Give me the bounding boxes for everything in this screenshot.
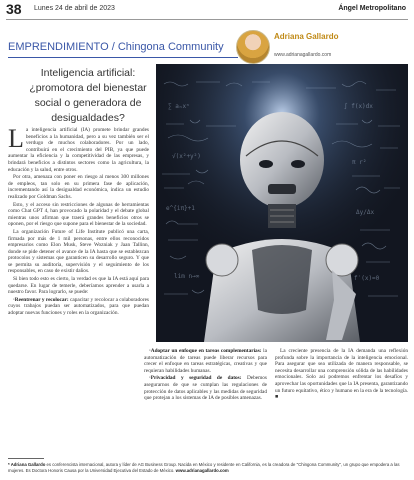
author-website: www.adrianagallardo.com — [274, 52, 332, 58]
svg-text:π r²: π r² — [352, 159, 367, 166]
svg-text:lim n→∞: lim n→∞ — [174, 273, 200, 280]
list-item-lead: ·Reentrenar y recolocar: — [13, 296, 69, 303]
article-column-1 — [8, 124, 149, 318]
issue-date: Lunes 24 de abril de 2023 — [34, 5, 115, 12]
publication-name: Ángel Metropolitano — [338, 5, 406, 12]
article-column-3 — [275, 348, 408, 402]
robot-chalkboard-image — [156, 64, 408, 342]
svg-text:Δy/Δx: Δy/Δx — [356, 209, 375, 216]
list-item-text: la automatización de tareas puede liberar recursos para crecer el enfoque en tareas estratégicas, creativas y que requieran habilidades humanas. — [144, 348, 267, 374]
article-column-2 — [144, 348, 267, 403]
paragraph: a inteligencia artificial (IA) promete brindar grandes beneficios a la humanidad, pero a su vez también ser el verdugo de muchos colaboradores. Por un lado, contribuirá en el crecimiento del PIB, ya que puede aumentar la eficiencia y la competitividad de las empresas, y brindará beneficios a distintos sectores como la agricultura, la educación y la salud, entre otros. — [8, 127, 149, 173]
list-item — [144, 348, 267, 374]
footnote-text: es conferencista internacional, autora y líder de AG Business Group. Nacida en México y residente en California, es la creadora de "Chingona Community", un grupo que empodera a las mujeres. Es Doctora Honoris Causa por la Universidad Ejecutiva del Estado de México. — [8, 462, 400, 473]
article-headline: Inteligencia artificial: ¿promotora del bienestar social o generadora de desigualdades? — [29, 67, 147, 124]
section-divider — [8, 57, 238, 58]
paragraph: ·Reentrenar y recolocar: capacitar y recolocar a colaboradores cuyos trabajos puedan ser automatizados, para que puedan adoptar nuevas funciones y roles en la organización. — [8, 296, 149, 317]
paragraph: La creciente presencia de la IA demanda una reflexión profunda sobre la importancia de la inteligencia emocional. Para asegurar que sea utilizada de manera responsable, se necesita desarrollar una comprensión sólida de las habilidades emocionales. Solo así podremos enfrentar los desafíos y aprovechar las oportunidades que la IA presenta, garantizando un futuro equitativo, ético y humano en la era de la tecnología. ■ — [275, 348, 408, 401]
page-number: 38 — [6, 1, 22, 17]
paragraph: Por otra, amenaza con poner en riesgo al menos 300 millones de empleos, tan solo en su primera fase de aplicación, incrementando así la desigualdad económica, indica un estudio realizado por Goldman Sachs. — [8, 174, 149, 200]
drop-cap: L — [8, 124, 24, 153]
author-photo — [236, 30, 270, 64]
paragraph: Esto, y el acceso sin restricciones de algunas de herramientas como Chat GPT 4, han provocado la polaridad y el debate global mientras unos afirman que traerá grandes beneficios otros se oponen, por el riesgo que supone para el bienestar de la sociedad. — [8, 201, 149, 228]
svg-text:e^{iπ}+1: e^{iπ}+1 — [166, 205, 195, 212]
list-item — [144, 375, 267, 401]
footnote-author: * Adriana Gallardo — [8, 462, 46, 467]
list-item-lead: ·Privacidad y seguridad de datos: — [149, 375, 242, 382]
author-name: Adriana Gallardo — [274, 32, 339, 41]
footer-divider — [8, 458, 44, 459]
svg-text:∑ aₙxⁿ: ∑ aₙxⁿ — [168, 103, 190, 110]
list-item-text: Debemos asegurarnos de que se cumplan las regulaciones de protección de datos aplicables y las medidas de seguridad que protejan a los sistemas de IA de posibles amenazas. — [144, 375, 267, 402]
svg-text:√(x²+y²): √(x²+y²) — [172, 153, 201, 160]
column-name: Chingona Community — [117, 41, 224, 53]
list-item-lead: ·Adoptar un enfoque en tareas complementarias: — [149, 348, 262, 354]
section-separator: / — [108, 41, 118, 53]
paragraph: Si bien todo esto es cierto, la verdad es que la IA está aquí para quedarse. En lugar de temerle, deberíamos aprender a usarla a nuestro favor. Para lograrlo, se puede: — [8, 276, 149, 296]
page-header — [0, 0, 414, 20]
footnote-link[interactable]: www.adrianagallardo.com — [175, 468, 229, 473]
paragraph: La organización Future of Life Institute publicó una carta, firmada por más de 1 mil personas, entre ellos reconocidos empresarios como Elon Musk, Steve Wozniak y Jaan Tallinn, donde se pide detener el avance de la IA hasta que se establezcan protocolos y sistemas que garanticen su desarrollo seguro. Y que se permita su auditoría, supervisión y el seguimiento de los responsables, en caso de existir daños. — [8, 228, 149, 275]
author-bio-footnote — [8, 462, 408, 474]
section-name: EMPRENDIMIENTO — [8, 41, 109, 53]
svg-text:∫ f(x)dx: ∫ f(x)dx — [344, 103, 373, 110]
svg-text:f′(x)=0: f′(x)=0 — [354, 275, 380, 282]
header-divider — [6, 19, 408, 20]
section-title — [8, 41, 224, 53]
